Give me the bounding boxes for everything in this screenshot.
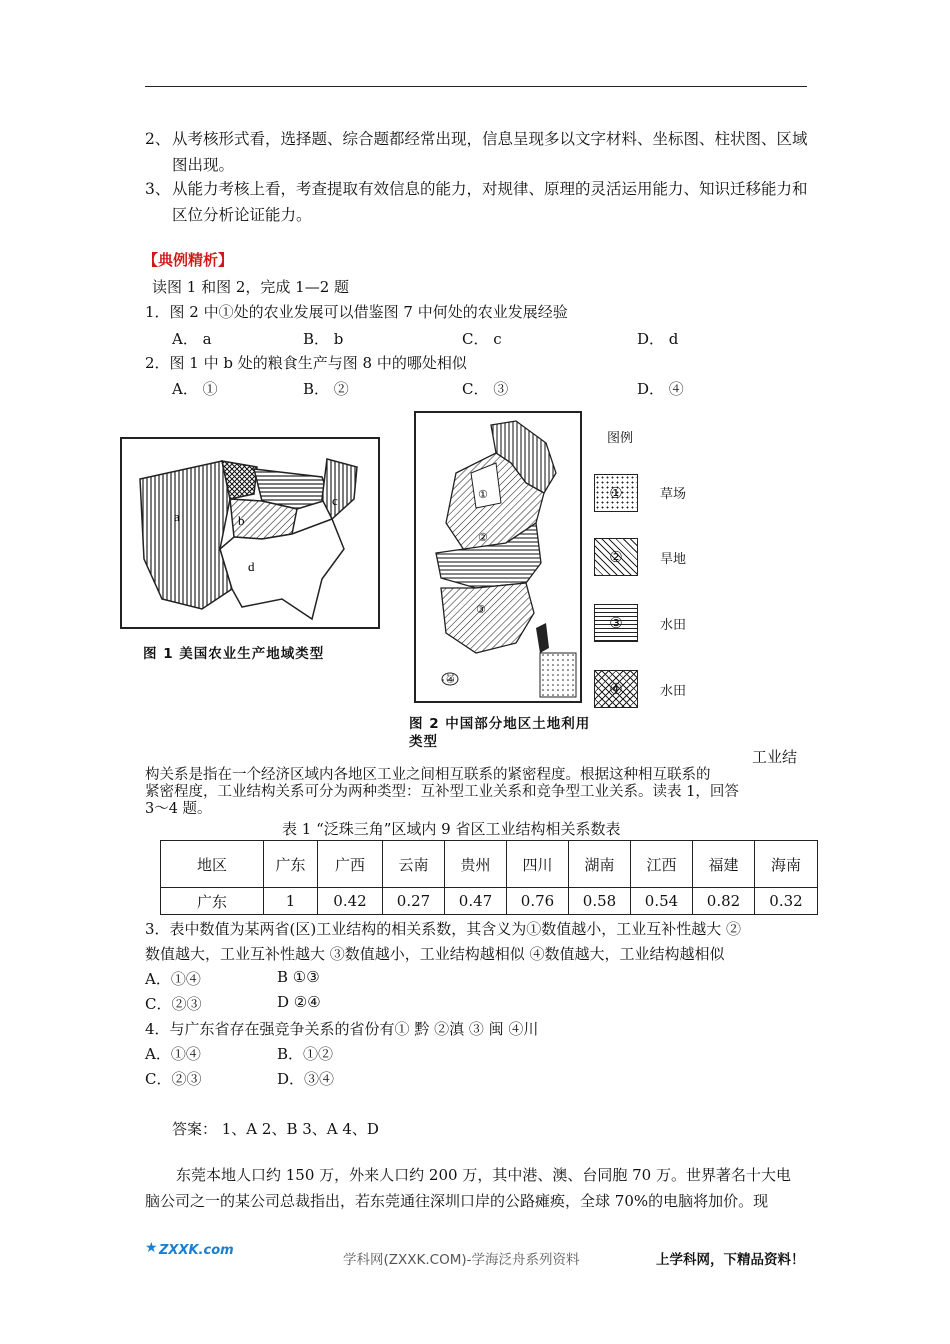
- fig1-label-d: d: [248, 559, 255, 574]
- fig2-label-1: ①: [478, 488, 488, 501]
- question-3-stem-line-2: 数值越大，工业互补性越大 ③数值越小，工业结构越相似 ④数值越大，工业结构越相似: [145, 945, 725, 963]
- closing-line-2: 脑公司之一的某公司总裁指出，若东莞通往深圳口岸的公路瘫痪，全球 70%的电脑将加价。现: [145, 1192, 769, 1210]
- intro-item-2: 从考核形式看，选择题、综合题都经常出现，信息呈现多以文字材料、坐标图、柱状图、区域图出现。: [172, 130, 808, 174]
- logo-figure-icon: ★: [145, 1240, 158, 1256]
- figure-1-caption: 图 1 美国农业生产地域类型: [143, 646, 325, 662]
- q4-option-a: A．①④: [145, 1045, 201, 1063]
- table-cell: 0.42: [318, 888, 383, 915]
- figure-2-caption-line-2: 类型: [409, 734, 438, 750]
- table-header-cell: 地区: [161, 841, 264, 888]
- table-header-cell: 海南: [755, 841, 818, 888]
- region-3-shape: [441, 583, 534, 653]
- table-cell: 0.82: [693, 888, 755, 915]
- q2-option-c: C． ③: [462, 380, 509, 398]
- legend-swatch-4: [594, 670, 638, 708]
- table-cell: 0.32: [755, 888, 818, 915]
- south-sea-inset: [540, 653, 576, 697]
- table-row: [161, 888, 818, 915]
- q2-option-b: B． ②: [303, 380, 349, 398]
- legend-title: 图例: [607, 431, 634, 446]
- closing-line-1: 东莞本地人口约 150 万，外来人口约 200 万，其中港、澳、台同胞 70 万。世界著名十大电: [176, 1166, 791, 1184]
- logo-text: ZXXK.com: [159, 1243, 234, 1258]
- intro-item-2-number: 2、: [145, 130, 171, 148]
- passage-line-2: 构关系是指在一个经济区域内各地区工业之间相互联系的紧密程度。根据这种相互联系的: [145, 767, 711, 783]
- section-lead: 读图 1 和图 2，完成 1—2 题: [152, 278, 350, 296]
- passage-line-4: 3～4 题。: [145, 801, 212, 817]
- q1-option-b: B． b: [303, 330, 344, 348]
- table-cell: 广东: [161, 888, 264, 915]
- legend-symbol-3: ③: [609, 614, 623, 632]
- legend-swatch-2: [594, 538, 638, 576]
- china-map-drawing: [416, 413, 580, 701]
- table-cell: 0.47: [445, 888, 507, 915]
- legend-symbol-4: ④: [609, 680, 623, 698]
- legend-label-2: 旱地: [660, 552, 687, 567]
- table-header-cell: 江西: [631, 841, 693, 888]
- q2-option-a: A． ①: [172, 380, 218, 398]
- fig2-label-4: ④: [446, 675, 455, 686]
- legend-label-4: 水田: [660, 684, 687, 699]
- legend-swatch-1: [594, 474, 638, 512]
- footer-right: 上学科网，下精品资料！: [656, 1252, 805, 1268]
- header-rule: [145, 86, 807, 87]
- footer-center: 学科网(ZXXK.COM)-学海泛舟系列资料: [343, 1252, 580, 1268]
- q3-option-d: D ②④: [277, 993, 321, 1011]
- q4-option-b: B．①②: [277, 1045, 334, 1063]
- passage-line-1: 工业结: [752, 748, 798, 766]
- q2-option-d: D． ④: [637, 380, 684, 398]
- zxxk-logo[interactable]: [145, 1240, 234, 1262]
- q1-option-a: A． a: [172, 330, 212, 348]
- correlation-table: [160, 840, 818, 915]
- table-header-cell: 云南: [383, 841, 445, 888]
- q4-option-d: D．③④: [277, 1070, 335, 1088]
- legend-label-1: 草场: [660, 487, 687, 502]
- q4-option-c: C．②③: [145, 1070, 202, 1088]
- question-1-stem: 1．图 2 中①处的农业发展可以借鉴图 7 中何处的农业发展经验: [145, 303, 568, 321]
- fig1-label-b: b: [238, 513, 245, 528]
- table-header-cell: 广东: [264, 841, 318, 888]
- question-4-stem: 4．与广东省存在强竞争关系的省份有① 黔 ②滇 ③ 闽 ④川: [145, 1020, 539, 1038]
- q3-option-c: C．②③: [145, 995, 202, 1013]
- q1-option-c: C． c: [462, 330, 502, 348]
- q3-option-a: A．①④: [145, 970, 201, 988]
- fig2-label-2: ②: [478, 531, 488, 544]
- taiwan-shape: [536, 623, 549, 653]
- intro-item-3: 从能力考核上看，考查提取有效信息的能力，对规律、原理的灵活运用能力、知识迁移能力和区位分析论证能力。: [172, 180, 808, 224]
- answer-key: 答案： 1、A 2、B 3、A 4、D: [172, 1120, 379, 1138]
- table-header-cell: 四川: [507, 841, 569, 888]
- legend-symbol-1: ①: [609, 484, 623, 502]
- table-header-row: [161, 841, 818, 888]
- q3-option-b: B ①③: [277, 968, 320, 986]
- fig1-label-c: c: [332, 493, 338, 508]
- legend-swatch-3: [594, 604, 638, 642]
- us-map-drawing: [122, 439, 378, 627]
- table-header-cell: 广西: [318, 841, 383, 888]
- table-cell: 0.76: [507, 888, 569, 915]
- figure-2-china-map: [414, 411, 582, 703]
- table-cell: 0.58: [569, 888, 631, 915]
- figure-1-us-map: [120, 437, 380, 629]
- table-header-cell: 贵州: [445, 841, 507, 888]
- table-cell: 0.27: [383, 888, 445, 915]
- region-c-shape: [322, 459, 357, 519]
- table-cell: 0.54: [631, 888, 693, 915]
- q1-option-d: D． d: [637, 330, 679, 348]
- intro-item-3-number: 3、: [145, 180, 171, 198]
- figure-2-caption-line-1: 图 2 中国部分地区土地利用: [409, 716, 591, 732]
- passage-line-3: 紧密程度，工业结构关系可分为两种类型：互补型工业关系和竞争型工业关系。读表 1，回答: [145, 784, 739, 800]
- region-a-shape: [140, 461, 232, 609]
- fig2-label-3: ③: [476, 603, 486, 616]
- legend-symbol-2: ②: [609, 548, 623, 566]
- legend-label-3: 水田: [660, 618, 687, 633]
- question-3-stem-line-1: 3．表中数值为某两省(区)工业结构的相关系数，其含义为①数值越小，工业互补性越大 ②: [145, 920, 742, 938]
- section-title: 【典例精析】: [143, 251, 234, 269]
- question-2-stem: 2．图 1 中 b 处的粮食生产与图 8 中的哪处相似: [145, 354, 467, 372]
- table-header-cell: 福建: [693, 841, 755, 888]
- table-cell: 1: [264, 888, 318, 915]
- table-caption: 表 1 “泛珠三角”区域内 9 省区工业结构相关系数表: [282, 820, 621, 838]
- fig1-label-a: a: [174, 509, 180, 524]
- table-header-cell: 湖南: [569, 841, 631, 888]
